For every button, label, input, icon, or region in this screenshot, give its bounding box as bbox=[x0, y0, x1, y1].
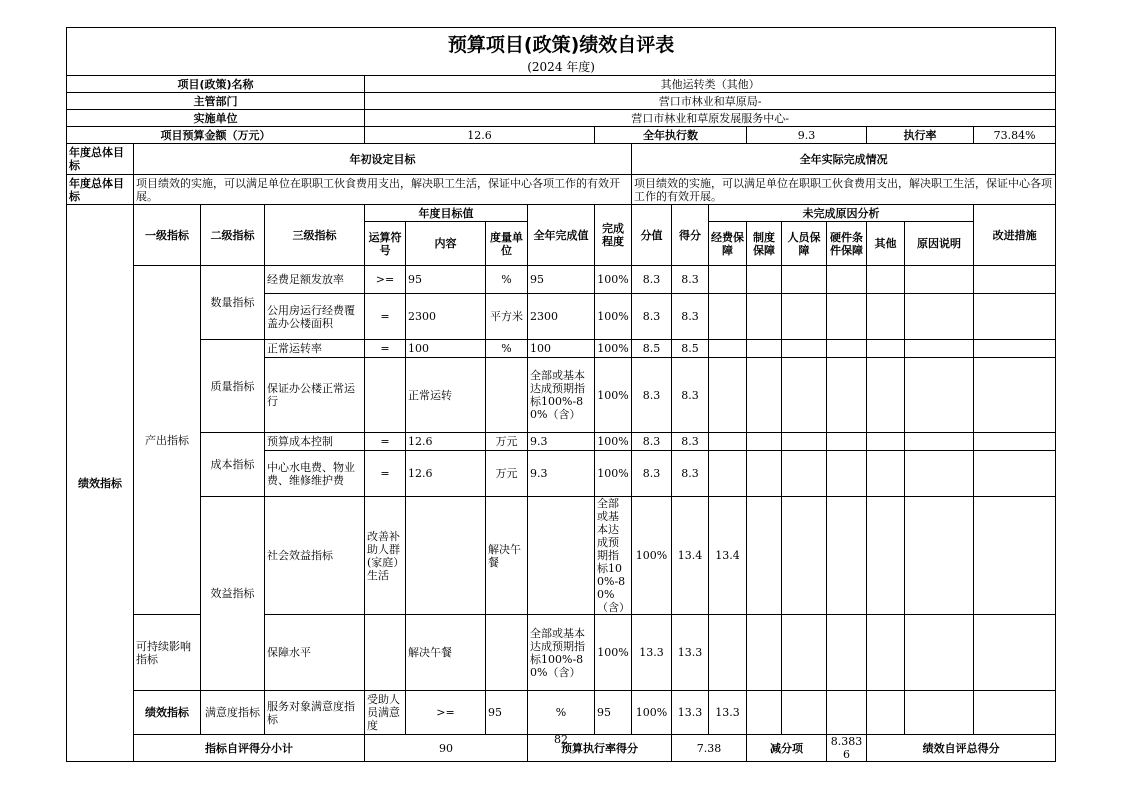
l1-satisfaction: 满意度指标 bbox=[201, 691, 265, 735]
row-unit bbox=[528, 497, 595, 615]
l2-quantity: 数量指标 bbox=[201, 266, 265, 340]
row-degree: 100% bbox=[632, 691, 672, 735]
row-name: 正常运转率 bbox=[265, 340, 365, 358]
row-score: 13.4 bbox=[672, 497, 709, 615]
row-op bbox=[365, 615, 406, 691]
row-degree: 100% bbox=[595, 615, 632, 691]
l1-output: 产出指标 bbox=[134, 266, 201, 615]
row-cell bbox=[827, 294, 867, 340]
row-cell bbox=[782, 340, 827, 358]
row-unit: 万元 bbox=[486, 451, 528, 497]
row-cell bbox=[782, 266, 827, 294]
row-degree: 100% bbox=[595, 451, 632, 497]
row-cell bbox=[747, 433, 782, 451]
row-cell bbox=[747, 497, 782, 615]
row-cell bbox=[709, 340, 747, 358]
row-name: 受助人员满意度 bbox=[365, 691, 406, 735]
row-cell bbox=[747, 451, 782, 497]
l1-benefit: 效益指标 bbox=[201, 497, 265, 691]
row-cell bbox=[827, 691, 867, 735]
row-cell bbox=[827, 615, 867, 691]
header-unit: 度量单位 bbox=[486, 222, 528, 266]
row-degree: 100% bbox=[595, 266, 632, 294]
header-r-note: 原因说明 bbox=[905, 222, 974, 266]
row-degree: 100% bbox=[595, 340, 632, 358]
dept-value: 营口市林业和草原局- bbox=[365, 93, 1056, 110]
deduct-value: 8.3836 bbox=[827, 735, 867, 762]
row-unit bbox=[486, 615, 528, 691]
row-cell bbox=[867, 497, 905, 615]
row-content: 12.6 bbox=[406, 451, 486, 497]
perf-indicator-label: 绩效指标 bbox=[67, 205, 134, 762]
header-content: 内容 bbox=[406, 222, 486, 266]
row-content: 12.6 bbox=[406, 433, 486, 451]
row-cell bbox=[905, 497, 974, 615]
header-improve: 改进措施 bbox=[974, 205, 1056, 266]
row-cell bbox=[782, 451, 827, 497]
row-cell bbox=[709, 266, 747, 294]
row-cell bbox=[974, 451, 1056, 497]
actual-goal-text: 项目绩效的实施，可以满足单位在职职工伙食费用支出，解决职工生活，保证中心各项工作的有效开展。 bbox=[632, 175, 1056, 205]
subtotal-value: 90 bbox=[365, 735, 528, 762]
row-degree: 100% bbox=[632, 497, 672, 615]
deduct-label: 减分项 bbox=[747, 735, 827, 762]
goals-label: 年度总体目标 bbox=[67, 144, 134, 175]
row-cell bbox=[782, 294, 827, 340]
row-cell bbox=[905, 266, 974, 294]
row-actual: 全部或基本达成预期指标100%-80%（含） bbox=[528, 615, 595, 691]
header-score: 分值 bbox=[632, 205, 672, 266]
exec-label: 全年执行数 bbox=[595, 127, 747, 144]
row-cell bbox=[867, 266, 905, 294]
budget-score-value: 7.38 bbox=[672, 735, 747, 762]
perf-indicator-label-bottom: 绩效指标 bbox=[134, 691, 201, 735]
row-unit: % bbox=[486, 266, 528, 294]
unit-label: 实施单位 bbox=[67, 110, 365, 127]
row-cell bbox=[747, 691, 782, 735]
row-cell bbox=[827, 266, 867, 294]
row-unit: % bbox=[486, 340, 528, 358]
dept-label: 主管部门 bbox=[67, 93, 365, 110]
row-cell bbox=[709, 451, 747, 497]
header-degree: 完成程度 bbox=[595, 205, 632, 266]
row-content: 解决午餐 bbox=[406, 615, 486, 691]
row-actual: 95 bbox=[595, 691, 632, 735]
row-cell bbox=[867, 340, 905, 358]
row-cell bbox=[867, 691, 905, 735]
row-cell bbox=[905, 358, 974, 433]
row-content: 100 bbox=[406, 340, 486, 358]
row-cell bbox=[905, 294, 974, 340]
project-name-value: 其他运转类（其他） bbox=[365, 76, 1056, 93]
row-cell bbox=[782, 691, 827, 735]
row-cell bbox=[867, 615, 905, 691]
row-cell bbox=[974, 358, 1056, 433]
row-score: 13.3 bbox=[632, 615, 672, 691]
initial-goal-header: 年初设定目标 bbox=[134, 144, 632, 175]
row-score: 8.3 bbox=[632, 358, 672, 433]
row-got: 8.3 bbox=[672, 451, 709, 497]
row-score: 8.3 bbox=[632, 451, 672, 497]
row-got: 8.3 bbox=[672, 294, 709, 340]
row-cell bbox=[867, 433, 905, 451]
row-got: 8.3 bbox=[672, 433, 709, 451]
row-cell bbox=[905, 340, 974, 358]
row-unit: 平方米 bbox=[486, 294, 528, 340]
row-got: 8.3 bbox=[672, 266, 709, 294]
row-got: 8.3 bbox=[672, 358, 709, 433]
header-l1: 一级指标 bbox=[134, 205, 201, 266]
row-content: 95 bbox=[486, 691, 528, 735]
row-actual: 9.3 bbox=[528, 433, 595, 451]
row-cell bbox=[782, 358, 827, 433]
row-degree: 100% bbox=[595, 358, 632, 433]
row-actual: 9.3 bbox=[528, 451, 595, 497]
row-cell bbox=[867, 358, 905, 433]
row-op: = bbox=[365, 294, 406, 340]
row-score: 13.3 bbox=[672, 691, 709, 735]
row-cell bbox=[974, 340, 1056, 358]
row-op bbox=[406, 497, 486, 615]
total-label: 绩效自评总得分 bbox=[867, 735, 1056, 762]
row-cell bbox=[974, 691, 1056, 735]
row-name: 中心水电费、物业费、维修维护费 bbox=[265, 451, 365, 497]
row-op: = bbox=[365, 451, 406, 497]
header-r-system: 制度保障 bbox=[747, 222, 782, 266]
row-actual: 100 bbox=[528, 340, 595, 358]
row-got: 13.3 bbox=[709, 691, 747, 735]
row-cell bbox=[709, 433, 747, 451]
row-score: 8.3 bbox=[632, 433, 672, 451]
row-got: 8.5 bbox=[672, 340, 709, 358]
row-cell bbox=[747, 266, 782, 294]
row-name: 预算成本控制 bbox=[265, 433, 365, 451]
l2-social: 社会效益指标 bbox=[265, 497, 365, 615]
header-target-group: 年度目标值 bbox=[365, 205, 528, 222]
row-content: 95 bbox=[406, 266, 486, 294]
row-cell bbox=[827, 497, 867, 615]
row-cell bbox=[827, 451, 867, 497]
row-unit: 万元 bbox=[486, 433, 528, 451]
rate-value: 73.84% bbox=[974, 127, 1056, 144]
row-cell bbox=[747, 615, 782, 691]
l2-cost: 成本指标 bbox=[201, 433, 265, 497]
row-op bbox=[365, 358, 406, 433]
row-content: 正常运转 bbox=[406, 358, 486, 433]
row-cell bbox=[974, 266, 1056, 294]
header-l3: 三级指标 bbox=[265, 205, 365, 266]
row-got: 13.4 bbox=[709, 497, 747, 615]
row-op: >= bbox=[406, 691, 486, 735]
evaluation-table bbox=[66, 27, 1056, 762]
row-op: >= bbox=[365, 266, 406, 294]
initial-goal-text: 项目绩效的实施，可以满足单位在职职工伙食费用支出，解决职工生活，保证中心各项工作的有效开展。 bbox=[134, 175, 632, 205]
row-op: = bbox=[365, 340, 406, 358]
row-cell bbox=[974, 615, 1056, 691]
row-cell bbox=[782, 615, 827, 691]
project-name-label: 项目(政策)名称 bbox=[67, 76, 365, 93]
goals-label-2: 年度总体目标 bbox=[67, 175, 134, 205]
row-actual: 全部或基本达成预期指标100%-80%（含） bbox=[595, 497, 632, 615]
header-op: 运算符号 bbox=[365, 222, 406, 266]
row-unit: % bbox=[528, 691, 595, 735]
row-score: 8.5 bbox=[632, 340, 672, 358]
unit-value: 营口市林业和草原发展服务中心- bbox=[365, 110, 1056, 127]
row-cell bbox=[747, 294, 782, 340]
header-reason-group: 未完成原因分析 bbox=[709, 205, 974, 222]
row-cell bbox=[782, 497, 827, 615]
row-actual: 全部或基本达成预期指标100%-80%（含） bbox=[528, 358, 595, 433]
row-unit bbox=[486, 358, 528, 433]
row-cell bbox=[709, 294, 747, 340]
row-cell bbox=[867, 451, 905, 497]
row-cell bbox=[827, 340, 867, 358]
row-score: 8.3 bbox=[632, 294, 672, 340]
row-cell bbox=[747, 340, 782, 358]
header-r-other: 其他 bbox=[867, 222, 905, 266]
row-cell bbox=[905, 451, 974, 497]
page-number: 82 bbox=[554, 733, 568, 746]
row-name: 经费足额发放率 bbox=[265, 266, 365, 294]
row-degree: 100% bbox=[595, 433, 632, 451]
row-cell bbox=[974, 433, 1056, 451]
header-r-funds: 经费保障 bbox=[709, 222, 747, 266]
row-cell bbox=[974, 294, 1056, 340]
exec-value: 9.3 bbox=[747, 127, 867, 144]
row-score: 8.3 bbox=[632, 266, 672, 294]
header-r-staff: 人员保障 bbox=[782, 222, 827, 266]
row-cell bbox=[827, 358, 867, 433]
subtotal-label: 指标自评得分小计 bbox=[134, 735, 365, 762]
row-cell bbox=[905, 433, 974, 451]
row-name: 改善补助人群(家庭）生活 bbox=[365, 497, 406, 615]
budget-value: 12.6 bbox=[365, 127, 595, 144]
report-year: (2024 年度) bbox=[67, 60, 1056, 76]
row-cell bbox=[905, 615, 974, 691]
row-actual: 2300 bbox=[528, 294, 595, 340]
row-cell bbox=[747, 358, 782, 433]
page-title: 预算项目(政策)绩效自评表 bbox=[67, 28, 1056, 60]
header-actual: 全年完成值 bbox=[528, 205, 595, 266]
header-l2: 二级指标 bbox=[201, 205, 265, 266]
row-cell bbox=[709, 615, 747, 691]
header-r-hw: 硬件条件保障 bbox=[827, 222, 867, 266]
l2-sustain: 可持续影响指标 bbox=[134, 615, 201, 691]
rate-label: 执行率 bbox=[867, 127, 974, 144]
row-content: 2300 bbox=[406, 294, 486, 340]
evaluation-sheet bbox=[66, 27, 1056, 762]
row-cell bbox=[827, 433, 867, 451]
row-cell bbox=[782, 433, 827, 451]
row-cell bbox=[709, 358, 747, 433]
row-name: 保证办公楼正常运行 bbox=[265, 358, 365, 433]
row-cell bbox=[867, 294, 905, 340]
row-name: 公用房运行经费覆盖办公楼面积 bbox=[265, 294, 365, 340]
row-content: 解决午餐 bbox=[486, 497, 528, 615]
row-got: 13.3 bbox=[672, 615, 709, 691]
row-op: = bbox=[365, 433, 406, 451]
header-got: 得分 bbox=[672, 205, 709, 266]
budget-label: 项目预算金额（万元） bbox=[67, 127, 365, 144]
row-degree: 100% bbox=[595, 294, 632, 340]
l2-service: 服务对象满意度指标 bbox=[265, 691, 365, 735]
actual-goal-header: 全年实际完成情况 bbox=[632, 144, 1056, 175]
row-cell bbox=[905, 691, 974, 735]
l2-quality: 质量指标 bbox=[201, 340, 265, 433]
row-name: 保障水平 bbox=[265, 615, 365, 691]
budget-score-label: 预算执行率得分 bbox=[528, 735, 672, 762]
row-actual: 95 bbox=[528, 266, 595, 294]
row-cell bbox=[974, 497, 1056, 615]
